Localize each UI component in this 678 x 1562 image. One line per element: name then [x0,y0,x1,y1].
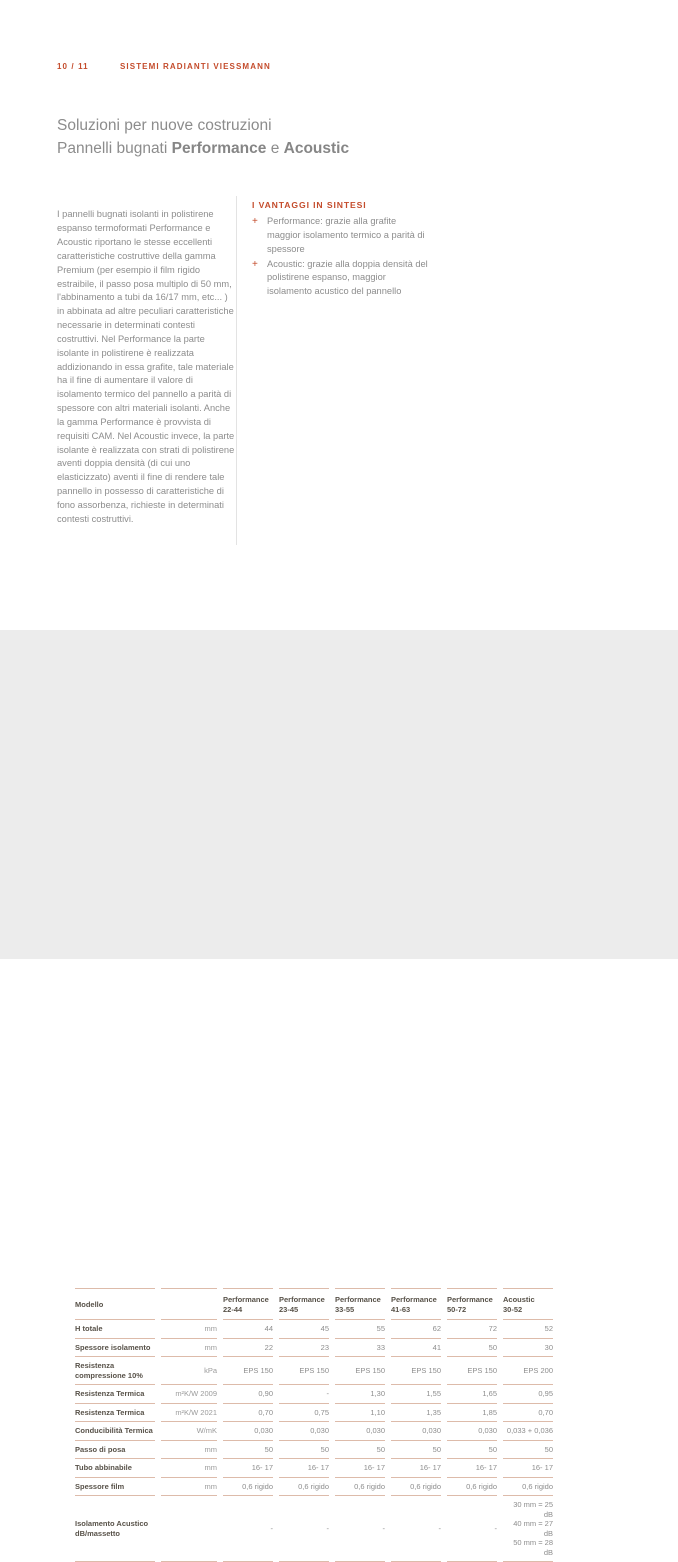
row-value: 1,10 [335,1403,385,1422]
row-value: 16- 17 [223,1458,273,1477]
header-title: SISTEMI RADIANTI VIESSMANN [120,62,271,71]
row-value: - [335,1495,385,1562]
row-value: 0,6 rigido [391,1477,441,1496]
advantage-text: Acoustic: grazie alla doppia densità del polistirene espanso, maggior isolamento acustico del pannello [267,258,428,297]
row-unit: mm [161,1338,217,1357]
row-value: 16- 17 [503,1458,553,1477]
spec-table-body [75,1319,553,1562]
table-row [75,1440,553,1459]
row-unit: m²K/W 2009 [161,1384,217,1403]
spec-table-card [58,1275,607,1557]
column-header-model [279,1288,329,1319]
row-value: 45 [279,1319,329,1338]
model-name: Acoustic [503,1295,535,1304]
column-header-model [335,1288,385,1319]
row-value: 0,6 rigido [447,1477,497,1496]
row-value: 50 [447,1440,497,1459]
advantages-list [252,215,430,299]
row-value: 41 [391,1338,441,1357]
row-value: 50 [279,1440,329,1459]
row-value: 33 [335,1338,385,1357]
row-unit: kPa [161,1356,217,1384]
row-value: 72 [447,1319,497,1338]
row-value: 1,55 [391,1384,441,1403]
advantage-item [252,258,430,300]
table-row [75,1338,553,1357]
row-value: 52 [503,1319,553,1338]
row-label: Tubo abbinabile [75,1458,155,1477]
row-label: Resistenza Termica [75,1384,155,1403]
row-unit: mm [161,1477,217,1496]
model-code: 41-63 [391,1304,411,1314]
model-name: Performance [447,1295,493,1304]
title-line1: Soluzioni per nuove costruzioni [57,117,272,134]
plus-icon: + [252,258,258,270]
plus-icon: + [252,216,258,227]
row-value: 16- 17 [447,1458,497,1477]
row-value: - [279,1495,329,1562]
model-name: Performance [391,1295,437,1304]
row-value: 0,030 [279,1421,329,1440]
row-value: 1,85 [447,1403,497,1422]
column-header-modello: Modello [75,1288,155,1319]
column-header-model [391,1288,441,1319]
model-code: 23-45 [279,1304,299,1314]
row-value: 50 [447,1338,497,1357]
table-row [75,1458,553,1477]
row-value: 62 [391,1319,441,1338]
row-value: 0,70 [223,1403,273,1422]
row-value: EPS 150 [391,1356,441,1384]
row-value: 22 [223,1338,273,1357]
row-value: EPS 150 [279,1356,329,1384]
advantage-item [252,215,430,257]
column-header-model [223,1288,273,1319]
column-header-unit [161,1288,217,1319]
row-value: 30 mm = 25 dB 40 mm = 27 dB 50 mm = 28 dB [503,1495,553,1562]
table-row [75,1319,553,1338]
row-value: 16- 17 [391,1458,441,1477]
row-label: Spessore isolamento [75,1338,155,1357]
row-value: - [391,1495,441,1562]
page-header [57,62,271,71]
row-value: 0,030 [223,1421,273,1440]
row-value: 50 [391,1440,441,1459]
title-line2-bold1: Performance [171,140,267,157]
row-unit: mm [161,1319,217,1338]
row-value: 55 [335,1319,385,1338]
row-value: EPS 150 [447,1356,497,1384]
row-value: 50 [503,1440,553,1459]
spec-table [69,1288,559,1562]
column-header-model [503,1288,553,1319]
table-row [75,1384,553,1403]
table-row [75,1495,553,1562]
model-name: Performance [223,1295,269,1304]
row-unit [161,1495,217,1562]
intro-paragraph: I pannelli bugnati isolanti in polistirene espanso termoformati Performance e Acoustic riportano le stesse eccellenti caratteristiche costruttive della gamma Premium (per esempio il film rigido estraibile, il passo posa multiplo di 50 mm, l'abbinamento a tubi da 16/17 mm, etc... ) in abbinata ad altre peculiari caratteristiche necessarie in determinati contesti costruttivi. Nel Performance la parte isolante in polistirene è realizzata addizionando in essa grafite, tale materiale ha il fine di aumentare il valore di isolamento termico del pannello a parità di spessore con altri materiali isolanti. Anche la gamma Performance è provvista di requisiti CAM. Nel Acoustic invece, la parte isolante è realizzata con strati di polistirene aventi doppia densità (di cui uno elasticizzato) aventi il fine di rendere tale pannello in possesso di caratteristiche di fono assorbenza, richieste in determinati contesti costruttivi. [57,209,235,524]
row-label: Conducibilità Termica [75,1421,155,1440]
row-value: 1,65 [447,1384,497,1403]
row-value: 0,030 [335,1421,385,1440]
row-value: EPS 200 [503,1356,553,1384]
row-value: 0,95 [503,1384,553,1403]
row-value: - [279,1384,329,1403]
row-value: 0,90 [223,1384,273,1403]
advantages-section [252,200,430,300]
title-line2-prefix: Pannelli bugnati [57,140,172,157]
advantages-heading: I VANTAGGI IN SINTESI [252,200,367,210]
row-value: 23 [279,1338,329,1357]
row-unit: W/mK [161,1421,217,1440]
model-name: Performance [335,1295,381,1304]
row-value: 0,6 rigido [503,1477,553,1496]
row-label: Resistenza compressione 10% [75,1356,155,1384]
row-value: 0,6 rigido [223,1477,273,1496]
row-value: - [447,1495,497,1562]
row-value: 50 [335,1440,385,1459]
row-value: 0,75 [279,1403,329,1422]
row-value: EPS 150 [223,1356,273,1384]
row-value: 1,35 [391,1403,441,1422]
model-code: 50-72 [447,1304,467,1314]
row-value: 16- 17 [279,1458,329,1477]
row-label: Spessore film [75,1477,155,1496]
row-value: 0,70 [503,1403,553,1422]
row-label: Resistenza Termica [75,1403,155,1422]
row-unit: mm [161,1440,217,1459]
row-value: 1,30 [335,1384,385,1403]
table-row [75,1477,553,1496]
model-code: 22-44 [223,1304,243,1314]
row-value: 0,030 [391,1421,441,1440]
table-row [75,1421,553,1440]
page-title [57,114,349,160]
row-value: 44 [223,1319,273,1338]
row-label: Isolamento Acustico dB/massetto [75,1495,155,1562]
row-label: Passo di posa [75,1440,155,1459]
column-header-model [447,1288,497,1319]
row-unit: mm [161,1458,217,1477]
row-value: 0,030 [447,1421,497,1440]
model-code: 30-52 [503,1304,523,1314]
title-line2-bold2: Acoustic [283,140,350,157]
row-value: EPS 150 [335,1356,385,1384]
page-number: 10 / 11 [57,62,89,71]
row-label: H totale [75,1319,155,1338]
bottom-band [0,630,678,1557]
model-code: 33-55 [335,1304,355,1314]
table-header-row [75,1288,553,1319]
table-row [75,1356,553,1384]
row-unit: m²K/W 2021 [161,1403,217,1422]
spec-table-head [75,1288,553,1319]
title-line2-mid: e [266,140,284,157]
advantage-text: Performance: grazie alla grafite maggior isolamento termico a parità di spessore [267,216,425,254]
row-value: 0,033 + 0,036 [503,1421,553,1440]
row-value: - [223,1495,273,1562]
table-row [75,1403,553,1422]
model-name: Performance [279,1295,325,1304]
row-value: 0,6 rigido [335,1477,385,1496]
row-value: 16- 17 [335,1458,385,1477]
row-value: 0,6 rigido [279,1477,329,1496]
row-value: 50 [223,1440,273,1459]
column-divider [236,196,237,545]
row-value: 30 [503,1338,553,1357]
